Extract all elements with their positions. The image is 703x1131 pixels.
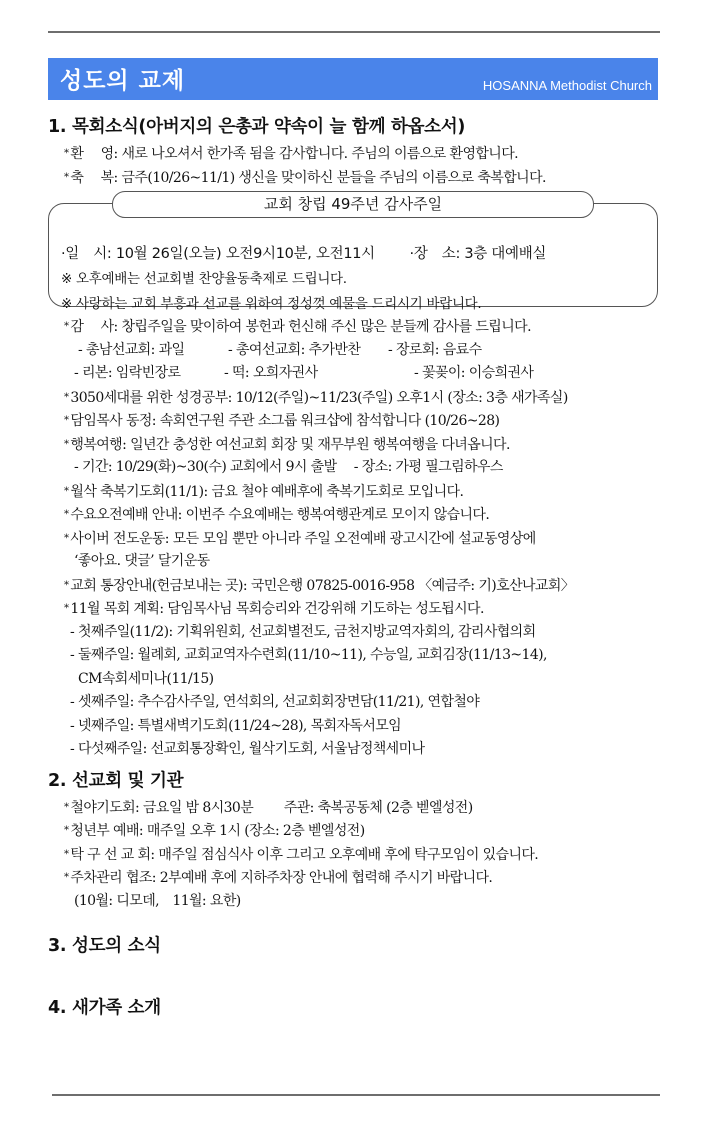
bullet-icon: * xyxy=(64,391,69,403)
section-heading-missions: 2. 선교회 및 기관 xyxy=(48,770,184,791)
section-heading-member-news: 3. 성도의 소식 xyxy=(48,936,161,956)
thanks-item: - 꽃꽂이: 이승희권사 xyxy=(414,365,534,381)
plan-week-3: - 셋째주일: 추수감사주일, 연석회의, 선교회회장면담(11/21), 연합철야 xyxy=(70,694,480,710)
list-item xyxy=(48,574,668,598)
place-value: 3층 대예배실 xyxy=(464,246,547,262)
anniversary-note-2: ※ 사랑하는 교회 부흥과 선교를 위하여 정성껏 예물을 드리시기 바랍니다. xyxy=(61,296,482,312)
thanks-item: - 떡: 오희자권사 xyxy=(224,365,318,381)
plan-week-2-continuation: CM속회세미나(11/15) xyxy=(78,670,214,687)
list-item-text: 주차관리 협조: 2부예배 후에 지하주차장 안내에 협력해 주시기 바랍니다. xyxy=(70,870,493,886)
list-item-text: 교회 통장안내(헌금보내는 곳): 국민은행 07825-0016-958 〈예금주: 기)호산나교회〉 xyxy=(70,577,575,594)
list-item xyxy=(48,843,668,867)
list-item xyxy=(48,386,668,410)
bullet-icon: * xyxy=(64,801,69,813)
blessing-text: 금주(10/26~11/1) 생신을 맞이하신 분들을 주님의 이름으로 축복합니다. xyxy=(121,169,546,186)
bullet-icon: * xyxy=(64,603,69,614)
list-item-text: 탁 구 선 교 회: 매주일 점심식사 이후 그리고 오후예배 후에 탁구모임이 있습니다. xyxy=(70,846,539,863)
list-item-text: 월삭 축복기도회(11/1): 금요 철야 예배후에 축복기도회로 모입니다. xyxy=(70,483,464,500)
section-heading-pastoral-news: 1. 목회소식(아버지의 은총과 약속이 늘 함께 하옵소서) xyxy=(48,117,466,137)
bullet-icon: * xyxy=(64,848,69,860)
list-item-text: 3050세대를 위한 성경공부: 10/12(주일)~11/23(주일) 오후1시 (장소: 3층 새가족실) xyxy=(70,389,568,406)
banner-title: 성도의 교제 xyxy=(60,68,186,94)
bullet-icon: * xyxy=(64,171,69,183)
bullet-icon: * xyxy=(64,321,69,332)
list-item-text: 철야기도회: 금요일 밤 8시30분 주관: 축복공동체 (2층 벧엘성전) xyxy=(70,799,473,816)
bulletin-content xyxy=(48,112,668,1023)
list-item xyxy=(48,409,668,433)
list-item xyxy=(48,503,668,527)
list-item-text: 11월 목회 계획: 담임목사님 목회승리와 건강위해 기도하는 성도됩시다. xyxy=(70,601,484,617)
thanks-row-2 xyxy=(48,362,668,386)
list-item xyxy=(48,796,668,820)
section-heading-new-family: 4. 새가족 소개 xyxy=(48,998,161,1018)
bullet-icon: * xyxy=(64,509,69,520)
place-label: ·장 소: xyxy=(409,246,461,262)
datetime-label: ·일 시: xyxy=(61,246,112,262)
thanks-text: 창립주일을 맞이하여 봉헌과 헌신해 주신 많은 분들께 감사를 드립니다. xyxy=(121,319,531,335)
thanks-label: 감 사: xyxy=(70,319,118,335)
thanks-item: - 장로회: 음료수 xyxy=(388,341,482,358)
cyber-campaign-continuation: ‘좋아요. 댓글’ 달기운동 xyxy=(74,553,210,569)
blessing-label: 축 복: xyxy=(70,169,118,186)
top-divider xyxy=(48,31,660,33)
section-banner xyxy=(48,58,658,100)
list-item-text: 청년부 예배: 매주일 오후 1시 (장소: 2층 벧엘성전) xyxy=(70,823,365,839)
thanks-item: - 총남선교회: 과일 xyxy=(78,341,185,358)
list-item-text: 사이버 전도운동: 모든 모임 뿐만 아니라 주일 오전예배 광고시간에 설교동영상에 xyxy=(70,530,536,547)
anniversary-box-title: 교회 창립 49주년 감사주일 xyxy=(112,191,594,218)
list-item xyxy=(48,819,668,843)
welcome-label: 환 영: xyxy=(70,146,118,162)
list-item xyxy=(48,527,668,551)
welcome-text: 새로 나오셔서 한가족 됨을 감사합니다. 주님의 이름으로 환영합니다. xyxy=(121,146,519,162)
plan-week-4: - 넷째주일: 특별새벽기도회(11/24~28), 목회자독서모임 xyxy=(70,717,402,734)
welcome-line xyxy=(48,142,668,166)
bullet-icon: * xyxy=(64,438,69,450)
list-item xyxy=(48,433,668,457)
thanks-item: - 총여선교회: 추가반찬 xyxy=(228,341,361,358)
bullet-icon: * xyxy=(64,485,69,497)
anniversary-box xyxy=(48,191,668,311)
plan-week-1: - 첫째주일(11/2): 기획위원회, 선교회별전도, 금천지방교역자회의, 감리사협의회 xyxy=(70,623,536,640)
banner-church-name: HOSANNA Methodist Church xyxy=(482,78,652,93)
anniversary-note-1: ※ 오후예배는 선교회별 찬양율동축제로 드립니다. xyxy=(61,271,347,287)
blessing-line xyxy=(48,166,668,190)
bullet-icon: * xyxy=(64,532,69,544)
thanks-line xyxy=(48,315,668,339)
thanks-row-1 xyxy=(48,339,668,363)
list-item xyxy=(48,866,668,890)
list-item xyxy=(48,480,668,504)
bullet-icon: * xyxy=(64,872,69,883)
plan-week-2: - 둘째주일: 월례회, 교회교역자수련회(11/10~11), 수능일, 교회김장(11/13~14), xyxy=(70,647,547,663)
bullet-icon: * xyxy=(64,415,69,426)
parking-rotation-note: (10월: 디모데, 11월: 요한) xyxy=(74,892,241,909)
list-item-text: 담임목사 동정: 속회연구원 주관 소그룹 워크샵에 참석합니다 (10/26~28) xyxy=(70,413,500,429)
plan-week-5: - 다섯째주일: 선교회통장확인, 월삭기도회, 서울남정책세미나 xyxy=(70,741,425,757)
list-item-text: 행복여행: 일년간 충성한 여선교회 회장 및 재무부원 행복여행을 다녀옵니다. xyxy=(70,436,510,453)
anniversary-datetime-line xyxy=(61,242,546,267)
anniversary-box-body xyxy=(61,242,546,317)
anniversary-box-frame xyxy=(48,203,658,312)
bottom-divider xyxy=(52,1094,660,1096)
datetime-value: 10월 26일(오늘) 오전9시10분, 오전11시 xyxy=(115,246,375,262)
bullet-icon: * xyxy=(64,825,69,836)
list-item xyxy=(48,597,668,621)
thanks-item: - 리본: 임락빈장로 xyxy=(74,365,181,381)
bullet-icon: * xyxy=(64,148,69,159)
list-item-text: 수요오전예배 안내: 이번주 수요예배는 행복여행관계로 모이지 않습니다. xyxy=(70,507,490,523)
bullet-icon: * xyxy=(64,579,69,591)
trip-detail-line: - 기간: 10/29(화)~30(수) 교회에서 9시 출발 - 장소: 가평 필그림하우스 xyxy=(74,459,503,475)
